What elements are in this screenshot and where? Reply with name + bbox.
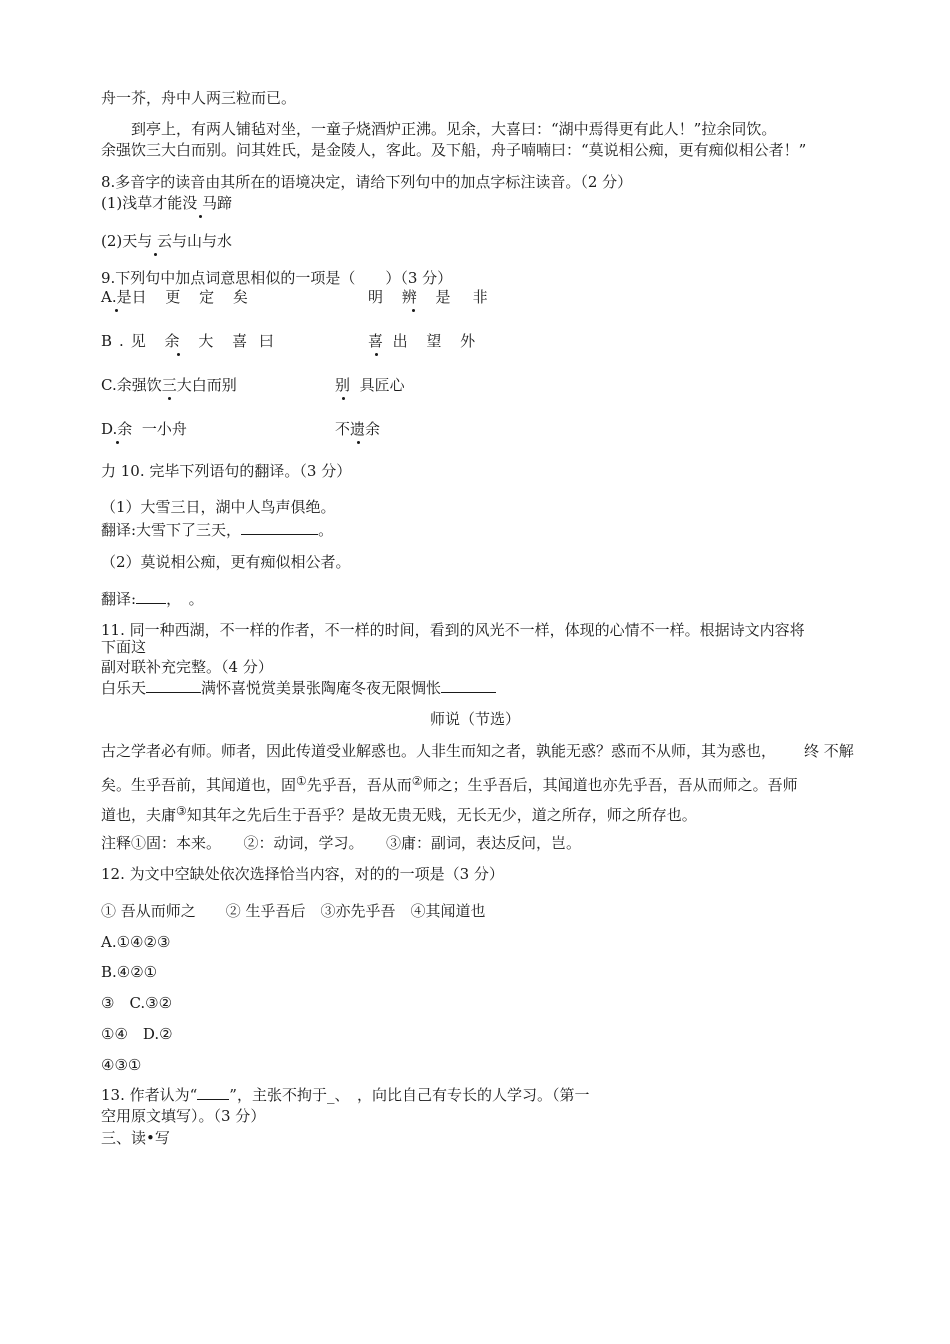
q12-choice-c: ③ C.③②: [101, 994, 173, 1012]
passage2-p2b: 先乎吾，吾从而: [306, 776, 412, 794]
gap: [383, 332, 393, 350]
q10-stem: 力 10. 完毕下列语句的翻译。（3 分）: [101, 462, 352, 480]
q9-option-d: [101, 419, 187, 439]
passage2-notes: 注释①固：本来。 ②：动词，学习。 ③庸：副词，表达反问，岂。: [101, 834, 582, 852]
q10-t1-end: 。: [318, 521, 334, 539]
answer-blank[interactable]: [441, 678, 496, 693]
q9-a-left-1: A.是: [101, 288, 132, 306]
passage-line: 舟一芥，舟中人两三粒而已。: [101, 89, 297, 107]
footnote-mark: ③: [176, 804, 187, 818]
q9-option-a-right: [368, 287, 488, 307]
answer-blank[interactable]: [146, 678, 201, 693]
answer-blank[interactable]: [136, 589, 166, 604]
q10-sentence-2: （2）莫说相公痴，更有痴似相公者。: [101, 553, 351, 571]
q9-stem: 9.下列句中加点词意思相似的一项是（ ）（3 分）: [101, 269, 453, 287]
gap: [458, 288, 473, 306]
q10-sentence-1: （1）大雪三日，湖中人鸟声俱绝。: [101, 498, 336, 516]
passage2-p3b: 知其年之先后生于吾乎？是故无贵无贱，无长无少，道之所存，师之所存也。: [186, 806, 697, 824]
q8-item2: [101, 231, 232, 251]
q9-option-c: [101, 375, 237, 395]
q13-line1: [101, 1085, 589, 1105]
q11-line1b: 下面这: [101, 638, 147, 656]
q11-line2: 副对联补充完整。（4 分）: [101, 658, 273, 676]
passage2-line3: [101, 801, 697, 825]
q11-couplet: [101, 678, 496, 698]
passage2-p1-end: 终 不解: [804, 742, 854, 760]
q9-a-right-1: 明 辨 是: [368, 288, 458, 306]
q11-couplet-a: 白乐天: [101, 679, 147, 697]
passage2-p1: 古之学者必有师。师者，因此传道受业解惑也。人非生而知之者，孰能无惑？惑而不从师，其为惑也，: [101, 742, 777, 760]
q9-b-left-1: B.见 余 大 喜: [101, 332, 255, 350]
passage-line: 余强饮三大白而别。问其姓氏，是金陵人，客此。及下船，舟子喃喃曰：“莫说相公痴，更有痴似相公者！”: [101, 141, 807, 159]
q8-item2-text-after: 云与山与水: [157, 232, 233, 250]
q13-line2: 空用原文填写）。（3 分）: [101, 1107, 266, 1125]
footnote-mark: ①: [296, 774, 307, 788]
q9-d-left-1: D.余: [101, 420, 133, 438]
q9-option-c-right: [335, 375, 405, 395]
q12-choice-a: A.①④②③: [101, 933, 171, 951]
q9-c-right-1: 别: [335, 376, 351, 394]
q9-b-left-2: 曰: [258, 332, 274, 350]
q10-translation-2: [101, 589, 204, 609]
passage2-p2a: 矣。生乎吾前，其闻道也，固: [101, 776, 297, 794]
q9-b-right-2: 出 望 外: [392, 332, 483, 350]
q11-couplet-b: 满怀喜悦赏美景张陶庵冬夜无限惆怅: [201, 679, 442, 697]
q9-d-right: 不遗余: [335, 420, 381, 438]
q9-option-b-right: [368, 331, 482, 351]
q10-t2-end: ， 。: [166, 590, 204, 608]
gap: [350, 376, 360, 394]
gap: [132, 420, 142, 438]
emphasis-dot: [197, 194, 202, 212]
q10-translation-1: [101, 520, 333, 540]
q9-option-b: [101, 331, 274, 351]
q9-option-a: [101, 287, 255, 307]
q8-stem: 8.多音字的读音由其所在的语境决定，请给下列句中的加点字标注读音。（2 分）: [101, 173, 633, 191]
section-heading: 三、读•写: [101, 1129, 170, 1147]
q13-text-a: 13. 作者认为“: [101, 1086, 198, 1104]
q8-item2-text: (2)天与: [101, 232, 153, 250]
footnote-mark: ②: [411, 774, 423, 788]
q8-item1-text-after: 马蹄: [202, 194, 233, 212]
passage2-line2: [101, 771, 798, 795]
q9-d-left-2: 一小舟: [141, 420, 187, 438]
q13-text-b: ”，主张不拘于_、 ，向比自己有专长的人学习。（第一: [229, 1086, 590, 1104]
answer-blank[interactable]: [197, 1085, 229, 1100]
q12-options: ① 吾从而师之 ② 生乎吾后 ③亦先乎吾 ④其闻道也: [101, 902, 486, 920]
q9-c-left: C.余强饮三大白而别: [101, 376, 237, 394]
q12-choice-b: B.④②①: [101, 963, 158, 981]
q8-item1: [101, 193, 232, 213]
passage2-p2c: 师之；生乎吾后，其闻道也亦先乎吾，吾从而师之。吾师: [422, 776, 798, 794]
passage2-p3a: 道也，夫庸: [101, 806, 177, 824]
q9-a-right-2: 非: [472, 288, 488, 306]
q10-t1-label: 翻译:大雪下了三天，: [101, 521, 242, 539]
q10-t2-label: 翻译:: [101, 590, 137, 608]
q12-choice-e: ④③①: [101, 1056, 142, 1074]
q9-c-right-2: 具匠心: [359, 376, 405, 394]
q9-b-right-1: 喜: [368, 332, 384, 350]
passage2-title: 师说（节选）: [429, 710, 520, 728]
q8-item1-text: (1)浅草才能没: [101, 194, 198, 212]
passage2-line1: [101, 741, 854, 761]
q12-stem: 12. 为文中空缺处依次选择恰当内容，对的的一项是（3 分）: [101, 865, 504, 883]
q12-choice-d: ①④ D.②: [101, 1025, 173, 1043]
q11-line1: 11. 同一种西湖，不一样的作者，不一样的时间，看到的风光不一样，体现的心情不一样。根据诗文内容将: [101, 621, 805, 639]
q9-option-d-right: [335, 419, 380, 439]
answer-blank[interactable]: [241, 520, 318, 535]
passage-line: 到亭上，有两人铺毡对坐，一童子烧酒炉正沸。见余，大喜曰：“湖中焉得更有此人！”拉余同饮。: [131, 120, 777, 138]
q9-a-left-2: 日 更 定 矣: [131, 288, 255, 306]
emphasis-dot: [152, 232, 157, 250]
